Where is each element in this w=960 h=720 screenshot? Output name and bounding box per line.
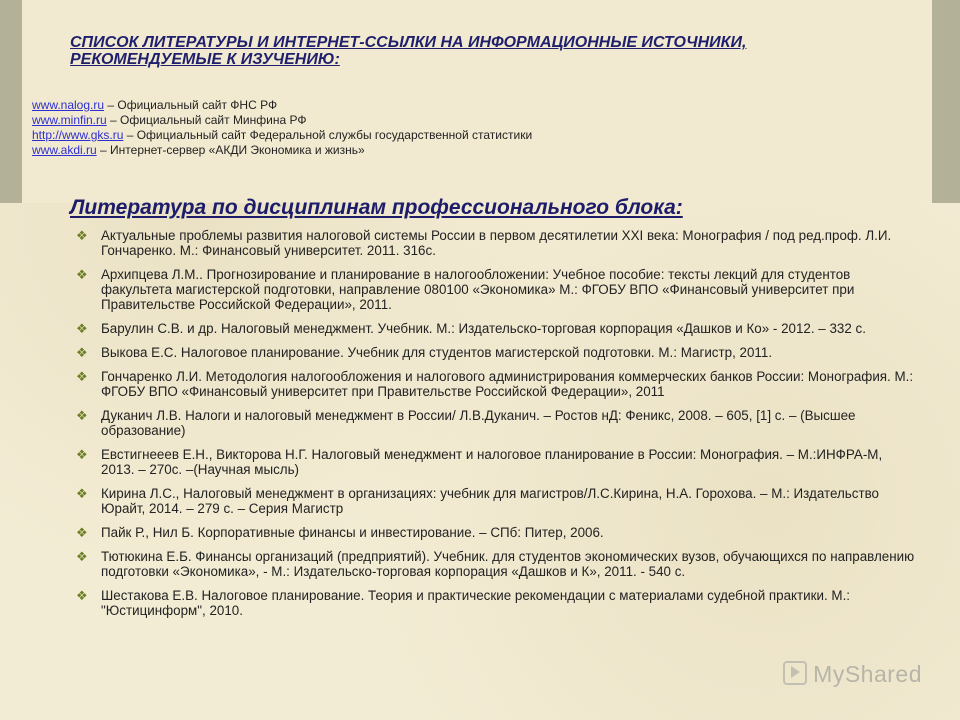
link-description: – Официальный сайт ФНС РФ [104, 98, 278, 112]
reference-text: Шестакова Е.В. Налоговое планирование. Теория и практические рекомендации с материалами судебной практики. М.: "Юстицинформ", 2010. [101, 588, 851, 618]
link-akdi[interactable]: www.akdi.ru [32, 143, 97, 157]
list-item [76, 525, 918, 540]
section-title: Литература по дисциплинам профессионального блока: [70, 196, 683, 219]
link-description: – Официальный сайт Минфина РФ [106, 113, 307, 127]
diamond-bullet-icon: ❖ [76, 267, 88, 282]
link-minfin[interactable]: www.minfin.ru [32, 113, 107, 127]
link-row [32, 128, 732, 143]
reference-text: Кирина Л.С., Налоговый менеджмент в организациях: учебник для магистров/Л.С.Кирина, Н.А. Горохова. ‒ М.: Издательство Юрайт, 2014. ‒ 279 с. ‒ Серия Магистр [101, 486, 879, 516]
reference-text: Евстигнееев Е.Н., Викторова Н.Г. Налоговый менеджмент и налоговое планирование в России: Монография. ‒ М.:ИНФРА-М, 2013. ‒ 270с. ‒(Научная мысль) [101, 447, 883, 477]
link-list [32, 98, 732, 158]
diamond-bullet-icon: ❖ [76, 588, 88, 603]
watermark-logo [783, 661, 922, 688]
list-item [76, 549, 918, 579]
list-item [76, 408, 918, 438]
reference-text: Актуальные проблемы развития налоговой системы России в первом десятилетии XXI века: Монография / под ред.проф. Л.И. Гончаренко. М.: Финансовый университет. 2011. 316с. [101, 228, 892, 258]
diamond-bullet-icon: ❖ [76, 486, 88, 501]
reference-text: Тютюкина Е.Б. Финансы организаций (предприятий). Учебник. для студентов экономических вузов, обучающихся по направлению подготовки «Экономика», - М.: Издательско-торговая корпорация «Дашков и К», 2011. - 540 с. [101, 549, 915, 579]
link-description: – Интернет-сервер «АКДИ Экономика и жизнь» [96, 143, 365, 157]
diamond-bullet-icon: ❖ [76, 447, 88, 462]
link-row [32, 143, 732, 158]
diamond-bullet-icon: ❖ [76, 321, 88, 336]
diamond-bullet-icon: ❖ [76, 408, 88, 423]
reference-text: Дуканич Л.В. Налоги и налоговый менеджмент в России/ Л.В.Дуканич. ‒ Ростов нД: Феникс, 2008. ‒ 605, [1] с. ‒ (Высшее образование) [101, 408, 856, 438]
reference-text: Барулин С.В. и др. Налоговый менеджмент. Учебник. М.: Издательско-торговая корпорация «Дашков и Ко» - 2012. – 332 с. [101, 321, 866, 336]
link-description: – Официальный сайт Федеральной службы государственной статистики [123, 128, 533, 142]
list-item [76, 588, 918, 618]
link-row [32, 113, 732, 128]
diamond-bullet-icon: ❖ [76, 228, 88, 243]
list-item [76, 447, 918, 477]
reference-text: Гончаренко Л.И. Методология налогообложения и налогового администрирования коммерческих банков России: Монография. М.: ФГОБУ ВПО «Финансовый университет при Правительстве Российской Федерации», 2011 [101, 369, 914, 399]
left-gray-band [0, 0, 22, 203]
list-item [76, 486, 918, 516]
reference-text: Выкова Е.С. Налоговое планирование. Учебник для студентов магистерской подготовки. М.: Магистр, 2011. [101, 345, 773, 360]
diamond-bullet-icon: ❖ [76, 525, 88, 540]
reference-text: Архипцева Л.М.. Прогнозирование и планирование в налогообложении: Учебное пособие: тексты лекций для студентов факультета магистерской подготовки, направление 080100 «Экономика» М.: ФГОБУ ВПО «Финансовый университет при Правительстве Российской Федерации», 2011. [101, 267, 855, 312]
reference-text: Пайк Р., Нил Б. Корпоративные финансы и инвестирование. – СПб: Питер, 2006. [101, 525, 604, 540]
link-nalog[interactable]: www.nalog.ru [32, 98, 105, 112]
page-title: СПИСОК ЛИТЕРАТУРЫ И ИНТЕРНЕТ-ССЫЛКИ НА ИНФОРМАЦИОННЫЕ ИСТОЧНИКИ, РЕКОМЕНДУЕМЫЕ К ИЗУЧЕНИЮ: [70, 34, 747, 68]
list-item [76, 345, 918, 360]
diamond-bullet-icon: ❖ [76, 369, 88, 384]
link-row [32, 98, 732, 113]
list-item [76, 321, 918, 336]
diamond-bullet-icon: ❖ [76, 345, 88, 360]
list-item [76, 228, 918, 258]
list-item [76, 369, 918, 399]
watermark-text: MyShared [813, 661, 922, 687]
reference-list [76, 228, 918, 627]
link-gks[interactable]: http://www.gks.ru [32, 128, 124, 142]
list-item [76, 267, 918, 312]
diamond-bullet-icon: ❖ [76, 549, 88, 564]
right-gray-band [932, 0, 960, 203]
play-icon [783, 661, 807, 685]
